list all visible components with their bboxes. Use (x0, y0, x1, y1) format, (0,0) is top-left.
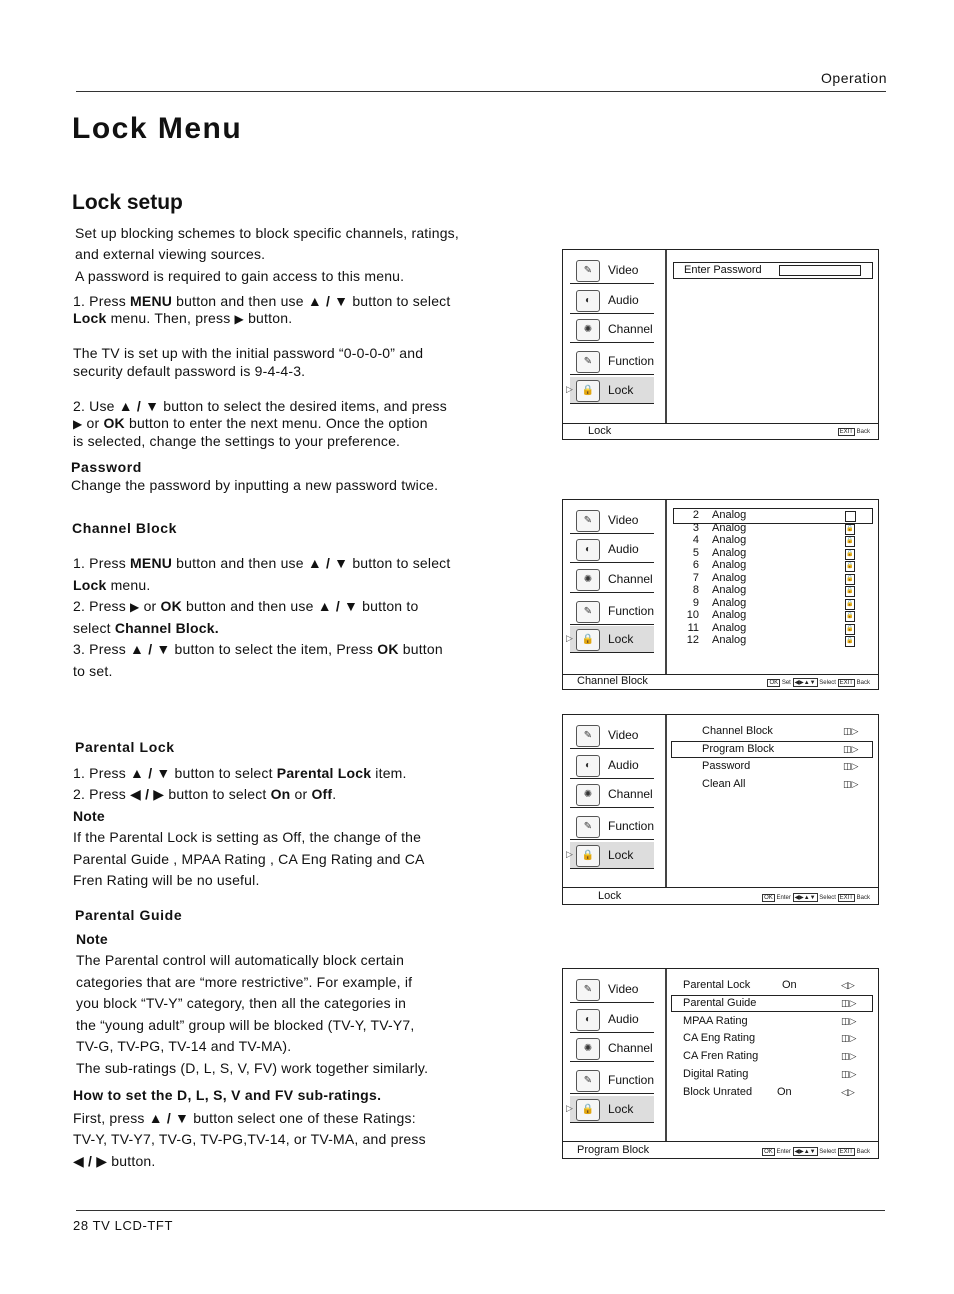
howto-line-1: First, press ▲ / ▼ button select one of these Ratings: (73, 1110, 416, 1126)
pg-line-1: The Parental control will automatically block certain (76, 952, 405, 968)
page-title: Lock Menu (72, 112, 243, 145)
channel-icon: ✺ (576, 569, 600, 591)
submenu-icon: ◫▷ (841, 1069, 857, 1079)
lock-icon[interactable]: 🔒 (845, 636, 855, 647)
step2-line-2: ▶ or OK button to enter the next menu. Once the option (73, 415, 428, 431)
submenu-icon: ◫▷ (843, 761, 859, 771)
menu-screen-password (562, 249, 879, 440)
channel-number: 4 (692, 534, 699, 546)
lock-option-password[interactable]: Password (702, 760, 751, 772)
password-input[interactable] (779, 265, 861, 276)
selected-arrow-icon: ▷ (566, 633, 573, 643)
channel-number: 3 (692, 521, 699, 534)
lock-icon: 🔒 (576, 629, 600, 651)
menu-item-video[interactable]: ✎ Video (570, 722, 654, 749)
parental-lock-heading: Parental Lock (75, 739, 175, 755)
pg-line-5: TV-G, TV-PG, TV-14 and TV-MA). (76, 1038, 292, 1054)
menu-item-lock[interactable]: ▷ 🔒 Lock (570, 842, 654, 869)
updown-glyph: ▲ / ▼ (307, 293, 349, 309)
pl-line-2: 2. Press ◀ / ▶ button to select On or Off. (73, 786, 337, 802)
menu-item-channel[interactable]: ✺ Channel (570, 781, 654, 808)
step1-line-2: Lock menu. Then, press ▶ button. (73, 308, 292, 330)
cb-line-2: Lock menu. (73, 577, 151, 593)
function-icon: ✎ (576, 816, 600, 838)
menu-item-audio[interactable]: ◐ Audio (570, 1006, 654, 1033)
video-icon: ✎ (576, 510, 600, 532)
lock-icon: 🔒 (576, 1099, 600, 1121)
howto-heading: How to set the D, L, S, V and FV sub-ratings. (73, 1087, 382, 1103)
audio-icon: ◐ (576, 1009, 600, 1031)
menu-item-channel[interactable]: ✺ Channel (570, 566, 654, 593)
menu-item-function[interactable]: ✎ Function (570, 598, 654, 625)
intro-line-1: Set up blocking schemes to block specific channels, ratings, (75, 225, 459, 241)
pl-line-1: 1. Press ▲ / ▼ button to select Parental Lock item. (73, 765, 407, 781)
lock-icon: 🔒 (576, 845, 600, 867)
menu-item-audio[interactable]: ◐ Audio (570, 287, 654, 314)
lock-icon[interactable]: 🔒 (845, 611, 855, 622)
menu-item-lock[interactable]: ▷ 🔒 Lock (570, 626, 654, 653)
pg-line-4: the “young adult” group will be blocked (TV-Y, TV-Y7, (76, 1017, 415, 1033)
menu-screen-channel-block (562, 499, 879, 690)
channel-number: 12 (686, 634, 699, 646)
channel-icon: ✺ (576, 784, 600, 806)
footer-rule (76, 1210, 885, 1211)
menu-item-lock[interactable]: ▷ 🔒 Lock (570, 1096, 654, 1123)
page-footer: 28 TV LCD-TFT (73, 1218, 174, 1233)
video-icon: ✎ (576, 725, 600, 747)
channel-icon: ✺ (576, 319, 600, 341)
channel-type[interactable]: Analog (712, 584, 747, 596)
section-label: Operation (821, 70, 887, 86)
pg-note-heading: Note (76, 931, 108, 947)
key-hint: OK Set ◀▶▲▼ Select EXIT Back (769, 680, 870, 686)
unlocked-checkbox-icon[interactable] (845, 511, 856, 522)
right-arrow-glyph: ▶ (234, 312, 244, 326)
channel-type[interactable]: Analog (712, 521, 747, 534)
menu-item-function[interactable]: ✎ Function (570, 348, 654, 375)
channel-type[interactable]: Analog (712, 509, 747, 521)
program-block-option[interactable]: Parental Guide (683, 996, 757, 1009)
selected-arrow-icon: ▷ (566, 849, 573, 859)
howto-line-3: ◀ / ▶ button. (73, 1153, 156, 1169)
channel-type[interactable]: Analog (712, 621, 747, 634)
left-right-arrows-icon: ◁▷ (841, 1086, 855, 1097)
step2-line-1: 2. Use ▲ / ▼ button to select the desired items, and press (73, 398, 447, 414)
screen-title: Channel Block (577, 675, 648, 687)
menu-item-lock[interactable]: ▷ 🔒 Lock (570, 377, 654, 404)
channel-number: 10 (686, 609, 699, 621)
screen-title: Lock (598, 890, 622, 902)
channel-number: 7 (692, 571, 699, 584)
lock-option-channel-block[interactable]: Channel Block (702, 725, 773, 737)
section-title: Lock setup (72, 191, 183, 214)
channel-number: 11 (687, 621, 699, 634)
program-block-option[interactable]: Digital Rating (683, 1068, 749, 1080)
submenu-icon: ◫▷ (841, 1033, 857, 1044)
channel-number: 9 (692, 596, 699, 609)
password-heading: Password (71, 459, 142, 475)
selected-row-highlight (673, 508, 873, 524)
menu-item-channel[interactable]: ✺ Channel (570, 1035, 654, 1062)
cb-line-6: to set. (73, 663, 113, 679)
program-block-option[interactable]: CA Eng Rating (683, 1032, 756, 1045)
menu-screen-lock (562, 714, 879, 905)
parental-guide-heading: Parental Guide (75, 907, 183, 923)
menu-item-video[interactable]: ✎ Video (570, 507, 654, 534)
cb-line-5: 3. Press ▲ / ▼ button to select the item, Press OK button (73, 641, 443, 657)
channel-type[interactable]: Analog (712, 571, 747, 584)
function-icon: ✎ (576, 601, 600, 623)
option-value: On (782, 979, 797, 991)
pl-note-2: Parental Guide , MPAA Rating , CA Eng Rating and CA (73, 851, 425, 867)
menu-item-video[interactable]: ✎ Video (570, 976, 654, 1003)
audio-icon: ◐ (576, 290, 600, 312)
initpw-line-1: The TV is set up with the initial password “0-0-0-0” and (73, 345, 424, 361)
menu-screen-program-block (562, 968, 879, 1159)
lock-icon[interactable]: 🔒 (845, 624, 855, 635)
lock-option-clean-all[interactable]: Clean All (702, 778, 746, 790)
function-icon: ✎ (576, 1070, 600, 1092)
key-hint: OK Enter ◀▶▲▼ Select EXIT Back (764, 1149, 870, 1155)
step1-line-1: 1. Press MENU button and then use ▲ / ▼ button to select (73, 293, 451, 309)
channel-type[interactable]: Analog (712, 546, 747, 559)
channel-number: 5 (692, 546, 699, 559)
submenu-icon: ◫▷ (843, 744, 859, 754)
submenu-icon: ◫▷ (841, 997, 857, 1008)
pg-line-3: you block “TV-Y” category, then all the categories in (76, 995, 407, 1011)
menu-item-audio[interactable]: ◐ Audio (570, 536, 654, 563)
screen-title: Lock (588, 425, 612, 437)
channel-type[interactable]: Analog (712, 634, 747, 646)
selected-arrow-icon: ▷ (566, 1103, 573, 1113)
menu-item-video[interactable]: ✎ Video (570, 257, 654, 284)
enter-password-label: Enter Password (684, 264, 762, 276)
key-hint: OK Enter ◀▶▲▼ Select EXIT Back (764, 895, 870, 901)
lock-icon[interactable]: 🔒 (845, 536, 855, 547)
menu-item-channel[interactable]: ✺ Channel (570, 316, 654, 343)
lock-icon[interactable]: 🔒 (845, 599, 855, 610)
lock-option-program-block[interactable]: Program Block (702, 743, 775, 755)
intro-line-2: and external viewing sources. (75, 246, 266, 262)
pl-note-3: Fren Rating will be no useful. (73, 872, 260, 888)
submenu-icon: ◫▷ (841, 1051, 857, 1062)
program-block-option[interactable]: MPAA Rating (683, 1014, 748, 1027)
lock-icon[interactable]: 🔒 (845, 574, 855, 585)
pg-line-2: categories that are “more restrictive”. For example, if (76, 974, 413, 990)
screen-title: Program Block (577, 1144, 650, 1156)
channel-type[interactable]: Analog (712, 596, 747, 609)
cb-line-1: 1. Press MENU button and then use ▲ / ▼ button to select (73, 555, 451, 571)
channel-type[interactable]: Analog (712, 534, 747, 546)
howto-line-2: TV-Y, TV-Y7, TV-G, TV-PG,TV-14, or TV-MA, and press (73, 1131, 426, 1147)
lock-icon[interactable]: 🔒 (845, 524, 855, 535)
channel-number: 8 (692, 584, 699, 596)
program-block-option[interactable]: Block Unrated (683, 1085, 753, 1098)
menu-item-function[interactable]: ✎ Function (570, 1067, 654, 1094)
channel-type[interactable]: Analog (712, 609, 747, 621)
left-right-arrows-icon: ◁▷ (841, 980, 855, 990)
audio-icon: ◐ (576, 755, 600, 777)
pl-note-heading: Note (73, 808, 105, 824)
submenu-icon: ◫▷ (841, 1015, 857, 1026)
pl-note-1: If the Parental Lock is setting as Off, the change of the (73, 829, 422, 845)
submenu-icon: ◫▷ (843, 779, 859, 789)
initpw-line-2: security default password is 9-4-4-3. (73, 363, 306, 379)
lock-icon[interactable]: 🔒 (845, 561, 855, 572)
video-icon: ✎ (576, 260, 600, 282)
menu-item-audio[interactable]: ◐ Audio (570, 752, 654, 779)
password-text: Change the password by inputting a new password twice. (71, 477, 439, 493)
function-icon: ✎ (576, 351, 600, 373)
channel-block-heading: Channel Block (72, 520, 178, 536)
selected-arrow-icon: ▷ (566, 384, 573, 394)
menu-item-function[interactable]: ✎ Function (570, 813, 654, 840)
lock-icon[interactable]: 🔒 (845, 549, 855, 560)
lock-icon[interactable]: 🔒 (845, 586, 855, 597)
video-icon: ✎ (576, 979, 600, 1001)
option-value: On (777, 1085, 792, 1098)
audio-icon: ◐ (576, 539, 600, 561)
channel-number: 2 (692, 509, 699, 521)
lock-icon: 🔒 (576, 380, 600, 402)
channel-icon: ✺ (576, 1038, 600, 1060)
step2-line-3: is selected, change the settings to your preference. (73, 433, 401, 449)
program-block-option[interactable]: CA Fren Rating (683, 1050, 759, 1063)
cb-line-4: select Channel Block. (73, 620, 219, 636)
key-hint: EXIT Back (839, 429, 870, 435)
submenu-icon: ◫▷ (843, 726, 859, 736)
intro-line-3: A password is required to gain access to this menu. (75, 268, 405, 284)
channel-number: 6 (692, 559, 699, 571)
cb-line-3: 2. Press ▶ or OK button and then use ▲ / ▼ button to (73, 598, 419, 614)
header-rule (76, 91, 886, 92)
channel-type[interactable]: Analog (712, 559, 747, 571)
pg-line-6: The sub-ratings (D, L, S, V, FV) work together similarly. (76, 1060, 429, 1076)
program-block-option[interactable]: Parental Lock (683, 979, 751, 991)
